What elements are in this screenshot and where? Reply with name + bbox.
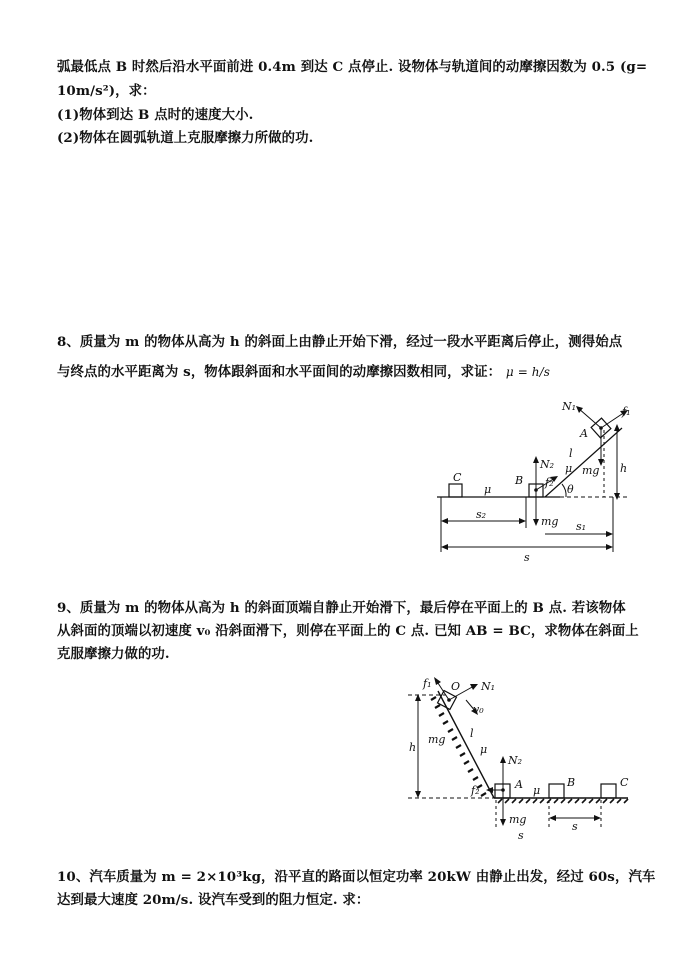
p8-fig-s: s (524, 551, 530, 564)
p9-fig-v0: v₀ (473, 703, 484, 716)
p7-line-1: 弧最低点 B 时然后沿水平面前进 0.4m 到达 C 点停止. 设物体与轨道间的动摩擦因数为 0.5 (g= (57, 59, 648, 75)
p7-question-2: (2)物体在圆弧轨道上克服摩擦力所做的功. (57, 130, 314, 146)
p9-fig-mg1: mg (428, 733, 446, 746)
p7-question-1: (1)物体到达 B 点时的速度大小. (57, 107, 254, 123)
p9-fig-f1: f₁ (423, 677, 432, 690)
p8-fig-f2: f₂ (545, 476, 554, 489)
p9-figure (400, 668, 640, 848)
p8-fig-N2: N₂ (540, 458, 555, 471)
p9-fig-h: h (409, 741, 417, 754)
p8-fig-A: A (580, 427, 588, 440)
p7-line-2: 10m/s²)，求： (57, 83, 156, 99)
p8-fig-s2: s₂ (476, 508, 487, 521)
p9-fig-O: O (451, 680, 461, 693)
p8-fig-B: B (515, 474, 524, 487)
p8-fig-mu2: μ (484, 483, 492, 496)
p8-fig-mu1: μ (565, 462, 573, 475)
p9-fig-N1: N₁ (481, 680, 496, 693)
p8-fig-l: l (569, 447, 573, 460)
p10-line-1: 10、汽车质量为 m = 2×10³kg，沿平直的路面以恒定功率 20kW 由静止出发，经过 60s，汽车 (57, 869, 656, 885)
p9-fig-s1: s (518, 829, 524, 842)
p9-fig-l: l (470, 727, 474, 740)
p8-fig-f1: f₁ (622, 405, 631, 418)
p9-fig-mu2: μ (533, 784, 541, 797)
p9-line-3: 克服摩擦力做的功. (57, 646, 170, 662)
p8-line-2 (57, 361, 550, 380)
p8-line-1: 8、质量为 m 的物体从高为 h 的斜面上由静止开始下滑，经过一段水平距离后停止，测得始点 (57, 334, 623, 350)
p9-fig-B: B (567, 776, 576, 789)
p8-fig-h: h (620, 462, 628, 475)
p9-line-2: 从斜面的顶端以初速度 v₀ 沿斜面滑下，则停在平面上的 C 点. 已知 AB = BC，求物体在斜面上 (57, 623, 639, 639)
p9-fig-C: C (620, 776, 629, 789)
p9-fig-A: A (515, 778, 523, 791)
p8-fig-theta: θ (567, 483, 574, 496)
p8-fig-C: C (453, 471, 462, 484)
p9-fig-s2: s (572, 820, 578, 833)
p10-line-2: 达到最大速度 20m/s. 设汽车受到的阻力恒定. 求： (57, 892, 370, 908)
p8-formula: μ = h/s (505, 365, 550, 379)
p9-fig-N2: N₂ (508, 754, 523, 767)
p9-fig-mg2: mg (509, 813, 527, 826)
p8-line-2-text: 与终点的水平距离为 s，物体跟斜面和水平面间的动摩擦因数相同，求证： (57, 364, 502, 380)
p8-fig-mg1: mg (582, 464, 600, 477)
p8-fig-N1: N₁ (562, 400, 577, 413)
p8-figure (430, 395, 640, 565)
p9-line-1: 9、质量为 m 的物体从高为 h 的斜面顶端自静止开始滑下，最后停在平面上的 B 点. 若该物体 (57, 600, 626, 616)
p8-fig-s1: s₁ (576, 520, 587, 533)
p9-fig-f2: f₂ (471, 784, 480, 797)
p9-fig-mu1: μ (480, 743, 488, 756)
p8-fig-mg2: mg (541, 515, 559, 528)
